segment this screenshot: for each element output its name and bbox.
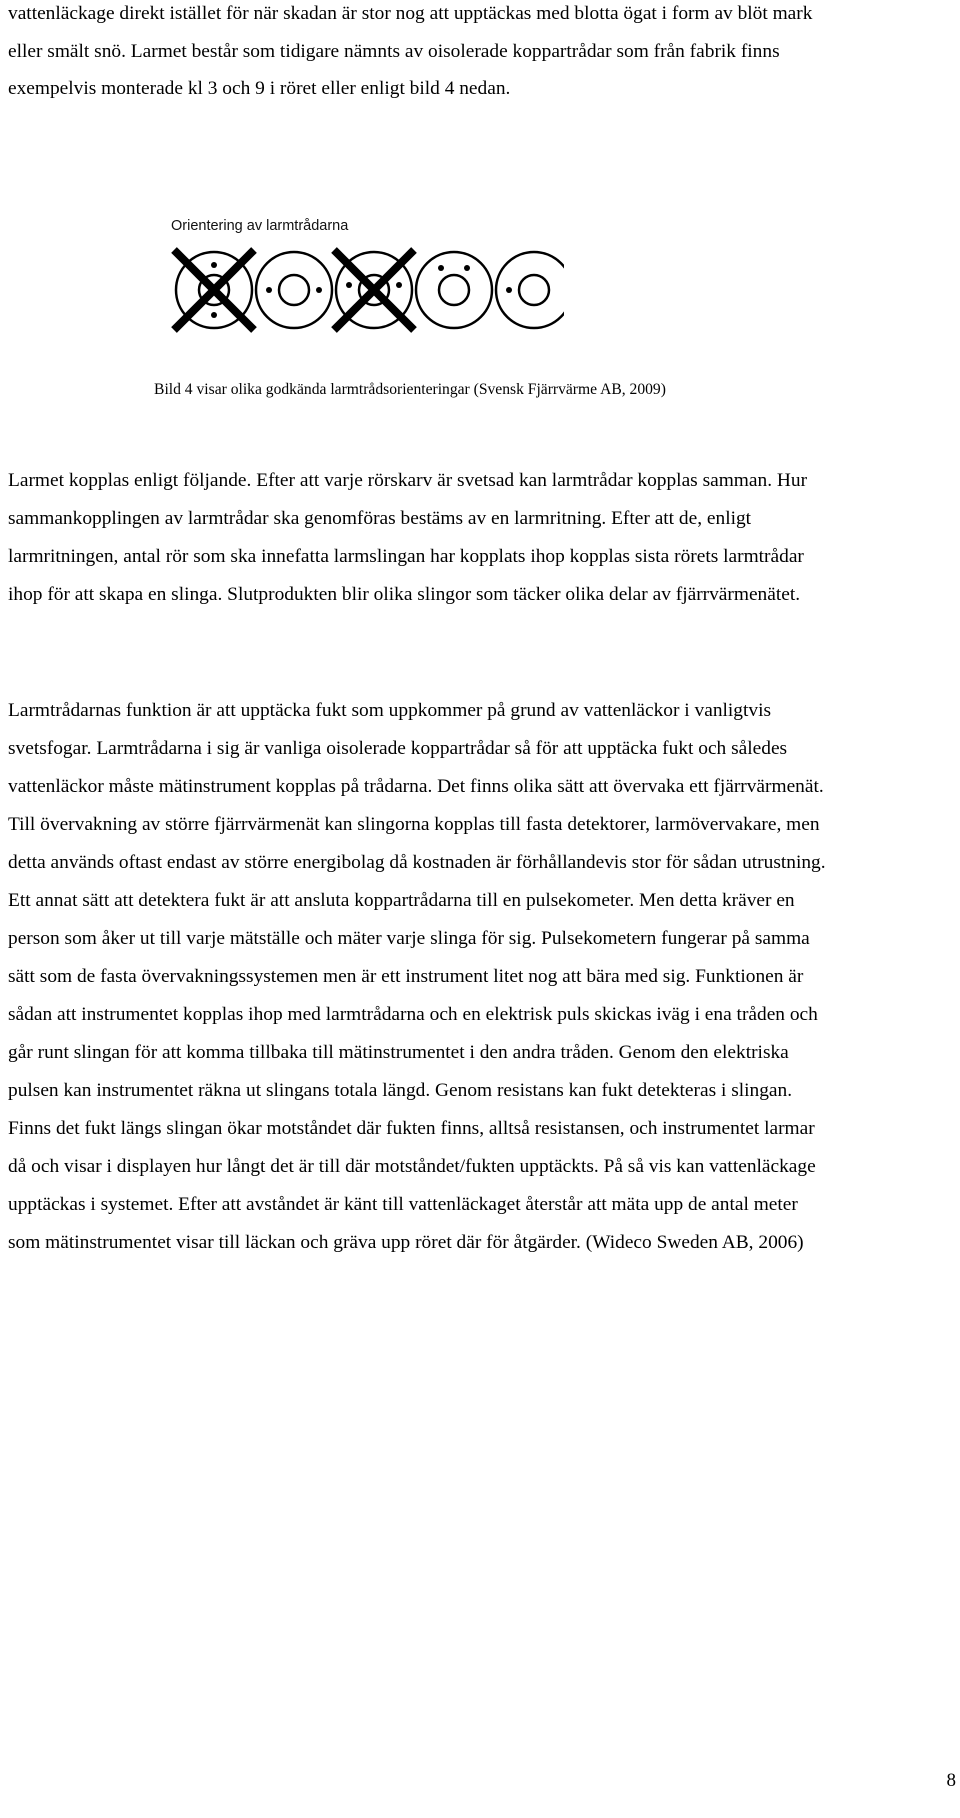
wire-orientation-figure xyxy=(164,210,564,340)
figure-caption: Bild 4 visar olika godkända larmtrådsorienteringar (Svensk Fjärrvärme AB, 2009) xyxy=(154,381,666,398)
diagram-5-approved xyxy=(496,252,564,328)
figure-title: Orientering av larmtrådarna xyxy=(171,218,349,234)
diagram-3-rejected xyxy=(334,250,414,330)
intro-paragraph: vattenläckage direkt istället för när skadan är stor nog att upptäckas med blotta ögat i form av blöt mark eller smält snö. Larmet består som tidigare nämnts av oisolerade koppartrådar som från fabrik finns exempelvis monterade kl 3 och 9 i röret eller enligt bild 4 nedan. xyxy=(8,3,813,99)
diagram-1-rejected xyxy=(174,250,254,330)
page-number: 8 xyxy=(946,1770,956,1791)
diagram-4-approved xyxy=(416,252,492,328)
coupling-paragraph: Larmet kopplas enligt följande. Efter att varje rörskarv är svetsad kan larmtrådar kopplas samman. Hur sammankopplingen av larmtrådar ska genomföras bestäms av en larmritning. Efter att de, enligt larmritningen, antal rör som ska innefatta larmslingan har kopplats ihop kopplas sista rörets larmtrådar ihop för att skapa en slinga. Slutprodukten blir olika slingor som täcker olika delar av fjärrvärmenätet. xyxy=(8,470,808,605)
function-paragraph: Larmtrådarnas funktion är att upptäcka fukt som uppkommer på grund av vattenläckor i vanligtvis svetsfogar. Larmtrådarna i sig är vanliga oisolerade koppartrådar så för att upptäcka fukt och således vattenläckor måste mätinstrument kopplas på trådarna. Det finns olika sätt att övervaka ett fjärrvärmenät. Till övervakning av större fjärrvärmenät kan slingorna kopplas till fasta detektorer, larmövervakare, men detta används oftast endast av större energibolag då kostnaden är förhållandevis stor för sådan utrustning. Ett annat sätt att detektera fukt är att ansluta koppartrådarna till en pulsekometer. Men detta kräver en person som åker ut till varje mätställe och mäter varje slinga för sig. Pulsekometern fungerar på samma sätt som de fasta övervakningssystemen men är ett instrument litet nog att bära med sig. Funktionen är sådan att instrumentet kopplas ihop med larmtrådarna och en elektrisk puls skickas iväg i ena tråden och går runt slingan för att komma tillbaka till mätinstrumentet i den andra tråden. Genom den elektriska pulsen kan instrumentet räkna ut slingans totala längd. Genom resistans kan fukt detekteras i slingan. Finns det fukt längs slingan ökar motståndet där fukten finns, alltså resistansen, och instrumentet larmar då och visar i displayen hur långt det är till där motståndet/fukten upptäckts. På så vis kan vattenläckage upptäckas i systemet. Efter att avståndet är känt till vattenläckaget återstår att mäta upp de antal meter som mätinstrumentet visar till läckan och gräva upp röret där för åtgärder. (Wideco Sweden AB, 2006) xyxy=(8,700,826,1253)
orientation-diagrams xyxy=(164,240,564,340)
diagram-2-approved xyxy=(256,252,332,328)
